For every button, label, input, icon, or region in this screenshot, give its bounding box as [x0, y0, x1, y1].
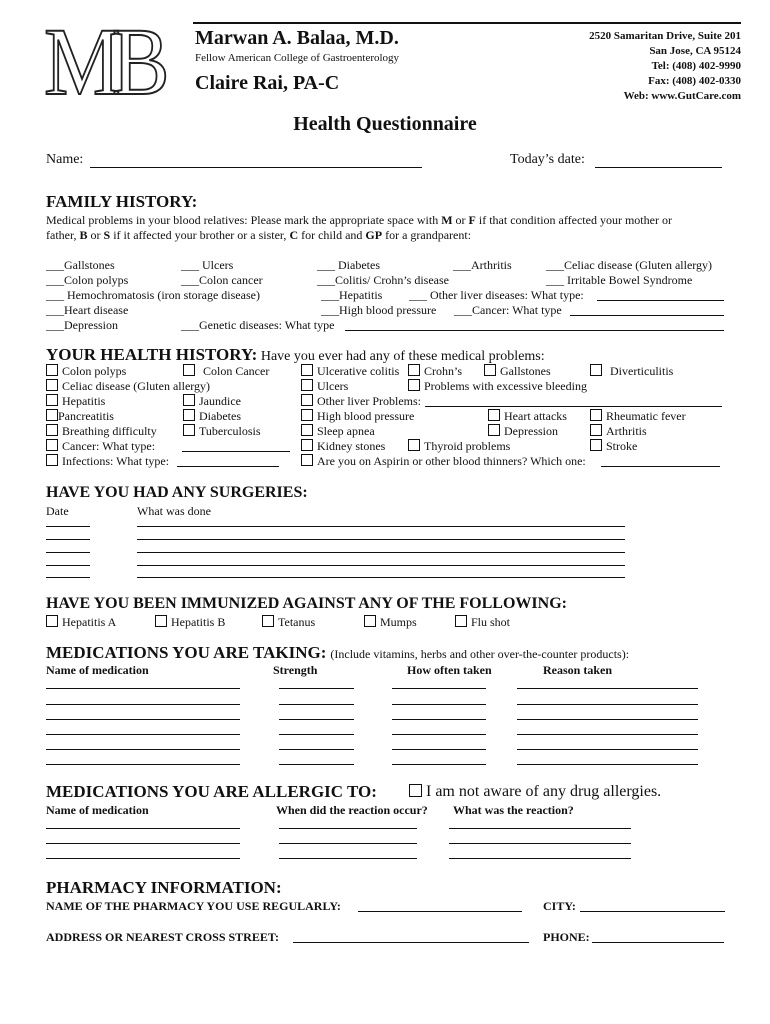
- medication-field[interactable]: [279, 764, 354, 765]
- checkbox[interactable]: [155, 615, 167, 627]
- label: Celiac disease (Gluten allergy): [62, 379, 211, 393]
- hh-aspirin[interactable]: [301, 454, 586, 469]
- intro-text: for a grandparent:: [382, 228, 472, 242]
- label: Thyroid problems: [424, 439, 511, 453]
- checkbox[interactable]: [301, 394, 313, 406]
- medication-field[interactable]: [46, 749, 240, 750]
- label: Kidney stones: [317, 439, 386, 453]
- family-genetic[interactable]: ___Genetic diseases: What type: [181, 318, 335, 332]
- family-hepatitis[interactable]: ___Hepatitis: [321, 288, 383, 302]
- checkbox[interactable]: [590, 424, 602, 436]
- health-history-heading: YOUR HEALTH HISTORY:: [46, 345, 258, 364]
- intro-text: or: [87, 228, 104, 242]
- checkbox[interactable]: [301, 379, 313, 391]
- label: Breathing difficulty: [62, 424, 157, 438]
- checkbox[interactable]: [488, 424, 500, 436]
- pa-name: Claire Rai, PA-C: [195, 72, 340, 94]
- family-history-heading: FAMILY HISTORY:: [46, 192, 198, 211]
- checkbox[interactable]: [183, 364, 195, 376]
- hh-hepatitis[interactable]: [46, 394, 105, 409]
- date-label: Today’s date:: [510, 152, 585, 167]
- label: Diverticulitis: [610, 364, 674, 378]
- hh-high-bp[interactable]: [301, 409, 414, 424]
- hh-cancer-line[interactable]: [182, 451, 290, 452]
- hh-other-liver-line[interactable]: [425, 406, 722, 407]
- family-genetic-line[interactable]: [345, 330, 724, 331]
- surgery-what-field[interactable]: [137, 526, 625, 527]
- checkbox[interactable]: [301, 409, 313, 421]
- medication-field[interactable]: [392, 688, 486, 689]
- label: Mumps: [380, 615, 417, 629]
- allergy-col-when: When did the reaction occur?: [276, 803, 428, 817]
- medication-field[interactable]: [392, 719, 486, 720]
- medication-field[interactable]: [46, 688, 240, 689]
- intro-text: father,: [46, 228, 80, 242]
- medications-note: (Include vitamins, herbs and other over-the-counter products):: [330, 647, 630, 661]
- label: Problems with excessive bleeding: [424, 379, 587, 393]
- hh-stroke[interactable]: [590, 439, 637, 454]
- family-heart-disease[interactable]: ___Heart disease: [46, 303, 129, 317]
- date-field[interactable]: [595, 167, 722, 168]
- label: Depression: [504, 424, 558, 438]
- checkbox[interactable]: [262, 615, 274, 627]
- medication-field[interactable]: [517, 734, 698, 735]
- hh-infections[interactable]: [46, 454, 169, 469]
- intro-c: C: [289, 228, 299, 242]
- address-line-2: San Jose, CA 95124: [649, 45, 741, 57]
- hh-aspirin-line[interactable]: [601, 466, 720, 467]
- hh-diverticulitis[interactable]: [590, 364, 673, 379]
- checkbox[interactable]: [455, 615, 467, 627]
- hh-heart-attacks[interactable]: [488, 409, 567, 424]
- pharmacy-city-field[interactable]: [580, 911, 725, 912]
- medication-field[interactable]: [517, 749, 698, 750]
- family-cancer[interactable]: ___Cancer: What type: [454, 303, 562, 317]
- medication-field[interactable]: [517, 719, 698, 720]
- hh-cancer[interactable]: [46, 439, 155, 454]
- immun-mumps[interactable]: [364, 615, 417, 630]
- pharmacy-name-field[interactable]: [358, 911, 522, 912]
- checkbox[interactable]: [46, 615, 58, 627]
- family-ibs[interactable]: ___ Irritable Bowel Syndrome: [546, 273, 693, 287]
- medication-field[interactable]: [392, 704, 486, 705]
- intro-b: B: [79, 228, 88, 242]
- label: Rheumatic fever: [606, 409, 686, 423]
- allergy-field[interactable]: [449, 858, 631, 859]
- hh-gallstones[interactable]: [484, 364, 551, 379]
- label: Sleep apnea: [317, 424, 375, 438]
- medications-header: [46, 643, 629, 663]
- doctor-name: Marwan A. Balaa, M.D.: [195, 27, 399, 49]
- hh-ulcers[interactable]: [301, 379, 348, 394]
- hh-diabetes[interactable]: [183, 409, 241, 424]
- medication-field[interactable]: [279, 719, 354, 720]
- hh-thyroid[interactable]: [408, 439, 510, 454]
- checkbox[interactable]: [301, 424, 313, 436]
- label: Tetanus: [278, 615, 316, 629]
- label: Stroke: [606, 439, 638, 453]
- medication-field[interactable]: [279, 688, 354, 689]
- intro-f: F: [468, 213, 476, 227]
- allergy-field[interactable]: [279, 828, 417, 829]
- allergies-header: [46, 782, 377, 802]
- fellowship: Fellow American College of Gastroenterology: [195, 52, 400, 64]
- family-arthritis[interactable]: ___Arthritis: [453, 258, 512, 272]
- allergy-field[interactable]: [279, 843, 417, 844]
- label: Heart attacks: [504, 409, 567, 423]
- health-history-question: Have you ever had any of these medical problems:: [257, 349, 545, 364]
- phone-line: Tel: (408) 402-9990: [651, 60, 741, 72]
- surgery-date-field[interactable]: [46, 577, 90, 578]
- surgeries-col-date: Date: [46, 504, 69, 518]
- hh-crohns[interactable]: [408, 364, 462, 379]
- header-rule: [193, 22, 741, 24]
- medication-field[interactable]: [46, 719, 240, 720]
- medication-field[interactable]: [46, 764, 240, 765]
- checkbox[interactable]: [409, 784, 422, 797]
- family-intro-line-1: [46, 213, 672, 228]
- checkbox[interactable]: [301, 454, 313, 466]
- hh-colon-polyps[interactable]: [46, 364, 126, 379]
- label: Ulcerative colitis: [317, 364, 400, 378]
- page-title: Health Questionnaire: [293, 113, 477, 135]
- family-depression[interactable]: ___Depression: [46, 318, 118, 332]
- checkbox[interactable]: [590, 439, 602, 451]
- name-label: Name:: [46, 152, 84, 167]
- intro-text: for child and: [298, 228, 366, 242]
- hh-colon-cancer[interactable]: [183, 364, 269, 379]
- fax-line: Fax: (408) 402-0330: [648, 75, 741, 87]
- surgeries-heading: HAVE YOU HAD ANY SURGERIES:: [46, 484, 308, 501]
- immun-flu-shot[interactable]: [455, 615, 510, 630]
- surgery-what-field[interactable]: [137, 552, 625, 553]
- intro-gp: GP: [365, 228, 383, 242]
- pharmacy-city-label: CITY:: [543, 899, 576, 913]
- family-cancer-line[interactable]: [570, 315, 724, 316]
- family-gallstones[interactable]: ___Gallstones: [46, 258, 115, 272]
- label: Hepatitis: [62, 394, 106, 408]
- health-history-header: [46, 345, 545, 365]
- medications-heading: MEDICATIONS YOU ARE TAKING:: [46, 643, 327, 662]
- surgeries-col-what: What was done: [137, 504, 211, 518]
- hh-ulcerative-colitis[interactable]: [301, 364, 399, 379]
- hh-other-liver[interactable]: [301, 394, 421, 409]
- label: Hepatitis B: [171, 615, 226, 629]
- intro-m: M: [441, 213, 453, 227]
- pharmacy-address-label: ADDRESS OR NEAREST CROSS STREET:: [46, 930, 279, 944]
- label: Flu shot: [471, 615, 511, 629]
- label: Other liver Problems:: [317, 394, 421, 408]
- medication-field[interactable]: [392, 764, 486, 765]
- checkbox[interactable]: [46, 454, 58, 466]
- label: Arthritis: [606, 424, 647, 438]
- label: Colon polyps: [62, 364, 127, 378]
- label: Diabetes: [199, 409, 241, 423]
- immun-hepatitis-b[interactable]: [155, 615, 225, 630]
- family-colon-cancer[interactable]: ___Colon cancer: [181, 273, 263, 287]
- hh-sleep-apnea[interactable]: [301, 424, 375, 439]
- family-diabetes[interactable]: ___ Diabetes: [317, 258, 380, 272]
- label: Crohn’s: [424, 364, 463, 378]
- immunized-heading: HAVE YOU BEEN IMMUNIZED AGAINST ANY OF THE FOLLOWING:: [46, 595, 567, 612]
- family-other-liver-line[interactable]: [597, 300, 724, 301]
- pharmacy-address-field[interactable]: [293, 942, 529, 943]
- family-high-bp[interactable]: ___High blood pressure: [321, 303, 437, 317]
- family-ulcers[interactable]: ___ Ulcers: [181, 258, 234, 272]
- surgery-date-field[interactable]: [46, 565, 90, 566]
- intro-s: S: [103, 228, 111, 242]
- hh-infections-line[interactable]: [177, 466, 279, 467]
- logo-letters: MB: [44, 8, 161, 115]
- no-allergies-option[interactable]: [409, 783, 661, 801]
- checkbox[interactable]: [46, 364, 58, 376]
- address-line-1: 2520 Samaritan Drive, Suite 201: [589, 30, 741, 42]
- hh-depression[interactable]: [488, 424, 558, 439]
- family-celiac[interactable]: ___Celiac disease (Gluten allergy): [546, 258, 713, 272]
- checkbox[interactable]: [364, 615, 376, 627]
- medication-field[interactable]: [517, 688, 698, 689]
- checkbox[interactable]: [46, 424, 58, 436]
- allergy-field[interactable]: [449, 828, 631, 829]
- label: Colon Cancer: [203, 364, 270, 378]
- surgery-what-field[interactable]: [137, 565, 625, 566]
- label: Are you on Aspirin or other blood thinners? Which one:: [317, 454, 586, 468]
- checkbox[interactable]: [183, 424, 195, 436]
- family-hemochromatosis[interactable]: ___ Hemochromatosis (iron storage disease): [46, 288, 260, 302]
- surgery-date-field[interactable]: [46, 526, 90, 527]
- medication-field[interactable]: [517, 704, 698, 705]
- allergy-field[interactable]: [46, 843, 240, 844]
- checkbox[interactable]: [488, 409, 500, 421]
- allergy-col-what: What was the reaction?: [453, 803, 574, 817]
- mb-logo: [44, 8, 161, 115]
- hh-pancreatitis[interactable]: [46, 409, 114, 424]
- checkbox[interactable]: [408, 364, 420, 376]
- medication-field[interactable]: [46, 734, 240, 735]
- label: Ulcers: [317, 379, 349, 393]
- allergy-field[interactable]: [46, 828, 240, 829]
- hh-arthritis[interactable]: [590, 424, 647, 439]
- intro-text: if it affected your brother or a sister,: [110, 228, 290, 242]
- medication-field[interactable]: [46, 704, 240, 705]
- surgery-what-field[interactable]: [137, 577, 625, 578]
- intro-text: if that condition affected your mother or: [475, 213, 672, 227]
- allergies-heading: MEDICATIONS YOU ARE ALLERGIC TO:: [46, 782, 377, 801]
- label: Cancer: What type:: [62, 439, 156, 453]
- family-other-liver[interactable]: ___ Other liver diseases: What type:: [409, 288, 584, 302]
- med-col-name: Name of medication: [46, 663, 149, 677]
- surgery-date-field[interactable]: [46, 539, 90, 540]
- label: Infections: What type:: [62, 454, 170, 468]
- label: I am not aware of any drug allergies.: [426, 783, 662, 800]
- checkbox[interactable]: [408, 379, 420, 391]
- allergy-field[interactable]: [449, 843, 631, 844]
- hh-rheumatic-fever[interactable]: [590, 409, 686, 424]
- checkbox[interactable]: [484, 364, 496, 376]
- name-field[interactable]: [90, 167, 422, 168]
- med-col-reason: Reason taken: [543, 663, 613, 677]
- checkbox[interactable]: [590, 409, 602, 421]
- hh-jaundice[interactable]: [183, 394, 241, 409]
- checkbox[interactable]: [183, 409, 195, 421]
- med-col-strength: Strength: [273, 663, 318, 677]
- label: Jaundice: [199, 394, 241, 408]
- allergy-field[interactable]: [279, 858, 417, 859]
- label: Pancreatitis: [58, 409, 114, 423]
- surgery-date-field[interactable]: [46, 552, 90, 553]
- checkbox[interactable]: [408, 439, 420, 451]
- medication-field[interactable]: [279, 749, 354, 750]
- web-line: Web: www.GutCare.com: [623, 90, 741, 102]
- checkbox[interactable]: [301, 364, 313, 376]
- intro-text: Medical problems in your blood relatives: Please mark the appropriate space with: [46, 213, 442, 227]
- label: Hepatitis A: [62, 615, 117, 629]
- checkbox[interactable]: [46, 394, 58, 406]
- pharmacy-phone-label: PHONE:: [543, 930, 590, 944]
- label: High blood pressure: [317, 409, 415, 423]
- family-intro-line-2: [46, 228, 471, 243]
- immun-hepatitis-a[interactable]: [46, 615, 116, 630]
- pharmacy-phone-field[interactable]: [592, 942, 724, 943]
- checkbox[interactable]: [46, 409, 58, 421]
- pharmacy-heading: PHARMACY INFORMATION:: [46, 878, 282, 897]
- intro-text: or: [452, 213, 469, 227]
- allergy-field[interactable]: [46, 858, 240, 859]
- hh-breathing[interactable]: [46, 424, 157, 439]
- medication-field[interactable]: [392, 734, 486, 735]
- family-colitis[interactable]: ___Colitis/ Crohn’s disease: [317, 273, 449, 287]
- checkbox[interactable]: [183, 394, 195, 406]
- immun-tetanus[interactable]: [262, 615, 315, 630]
- checkbox[interactable]: [46, 379, 58, 391]
- hh-kidney-stones[interactable]: [301, 439, 385, 454]
- hh-tuberculosis[interactable]: [183, 424, 261, 439]
- label: Gallstones: [500, 364, 551, 378]
- medication-field[interactable]: [517, 764, 698, 765]
- surgery-what-field[interactable]: [137, 539, 625, 540]
- medication-field[interactable]: [279, 734, 354, 735]
- checkbox[interactable]: [590, 364, 602, 376]
- allergy-col-name: Name of medication: [46, 803, 149, 817]
- label: Tuberculosis: [199, 424, 261, 438]
- pharmacy-name-label: NAME OF THE PHARMACY YOU USE REGULARLY:: [46, 899, 341, 913]
- family-colon-polyps[interactable]: ___Colon polyps: [46, 273, 129, 287]
- checkbox[interactable]: [46, 439, 58, 451]
- med-col-often: How often taken: [407, 663, 492, 677]
- medication-field[interactable]: [392, 749, 486, 750]
- checkbox[interactable]: [301, 439, 313, 451]
- hh-excessive-bleeding[interactable]: [408, 379, 587, 394]
- medication-field[interactable]: [279, 704, 354, 705]
- hh-celiac[interactable]: [46, 379, 210, 394]
